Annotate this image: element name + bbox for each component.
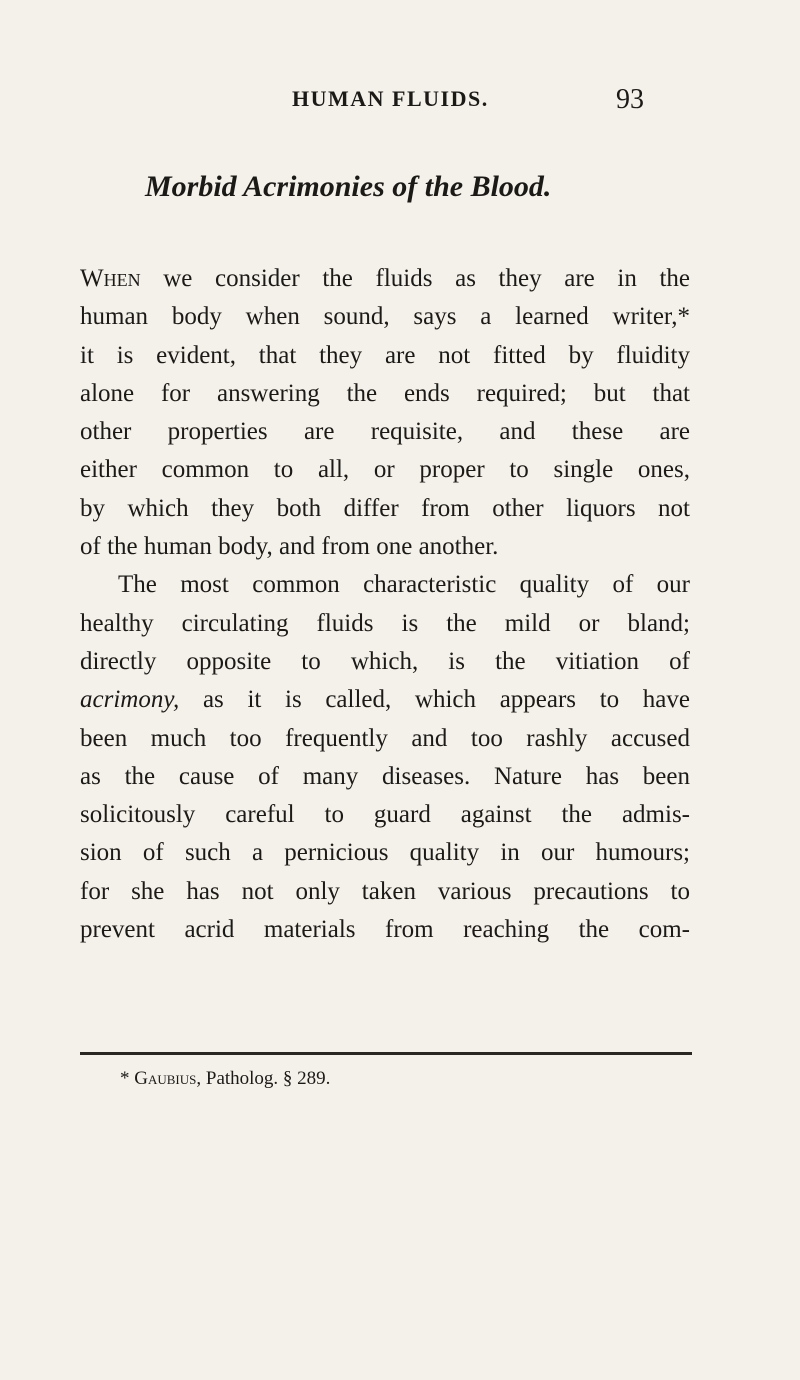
- opening-word: When: [80, 265, 141, 292]
- text-line: alone for answering the ends required; but that: [80, 379, 690, 407]
- running-title: HUMAN FLUIDS.: [292, 86, 489, 111]
- text-line: of the human body, and from one another.: [80, 533, 499, 561]
- text-line-rest: as it is called, which appears to have: [179, 686, 690, 714]
- text-line: human body when sound, says a learned writer,*: [80, 303, 690, 331]
- text-line: solicitously careful to guard against the admis-: [80, 801, 690, 829]
- page-number: 93: [616, 84, 644, 115]
- text-line: either common to all, or proper to single ones,: [80, 456, 690, 484]
- text-line: prevent acrid materials from reaching the com-: [80, 916, 690, 944]
- text-line: it is evident, that they are not fitted by fluidity: [80, 341, 690, 369]
- section-title: Morbid Acrimonies of the Blood.: [145, 170, 552, 203]
- footnote-author: Gaubius: [134, 1068, 197, 1089]
- text-line: directly opposite to which, is the vitiation of: [80, 647, 690, 675]
- text-line: as the cause of many diseases. Nature has been: [80, 762, 690, 790]
- text-line: [80, 260, 690, 298]
- text-line: The most common characteristic quality of our: [118, 571, 690, 599]
- footnote-rule: [80, 1052, 692, 1055]
- text-line: other properties are requisite, and these are: [80, 418, 690, 446]
- text-line: healthy circulating fluids is the mild or bland;: [80, 609, 690, 637]
- text-line: [80, 681, 690, 719]
- italic-term: acrimony,: [80, 686, 180, 714]
- body-text: [80, 260, 690, 949]
- text-line: for she has not only taken various precautions to: [80, 877, 690, 905]
- text-line: sion of such a pernicious quality in our humours;: [80, 839, 690, 867]
- footnote-marker: *: [120, 1068, 135, 1089]
- footnote-citation: , Patholog. § 289.: [196, 1068, 331, 1089]
- running-head: [0, 86, 800, 116]
- footnote: [120, 1068, 330, 1090]
- text-line: been much too frequently and too rashly accused: [80, 724, 690, 752]
- text-line: by which they both differ from other liquors not: [80, 494, 690, 522]
- text-line-rest: we consider the fluids as they are in the: [140, 265, 690, 292]
